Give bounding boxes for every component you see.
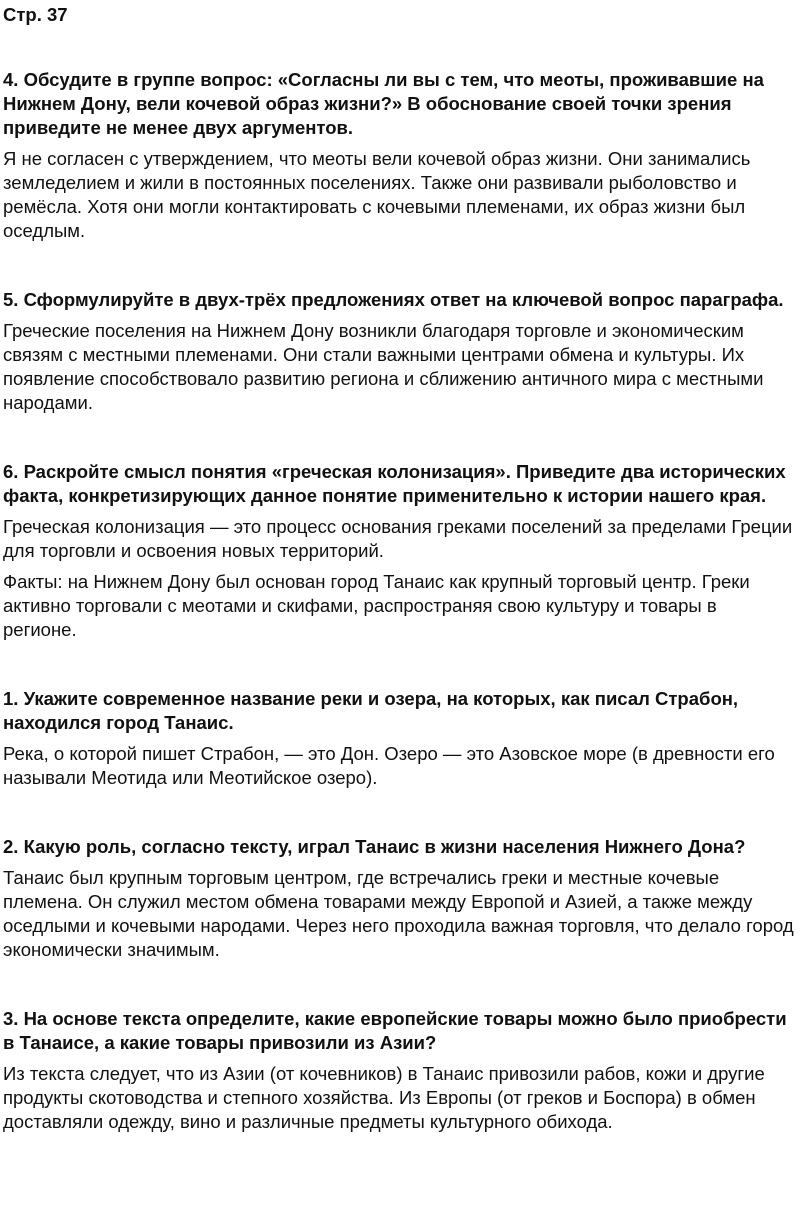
question-block-3	[3, 1007, 794, 1134]
question-block-6	[3, 460, 794, 642]
page-number: Стр. 37	[3, 4, 68, 25]
answer-text: Танаис был крупным торговым центром, где встречались греки и местные кочевые племена. Он служил местом обмена товарами между Европой и Азией, а также между оседлыми и кочевыми народами. Через него проходила важная торговля, что делало город экономически значимым.	[3, 867, 794, 960]
question-text: 3. На основе текста определите, какие европейские товары можно было приобрести в Танаисе, а какие товары привозили из Азии?	[3, 1008, 787, 1053]
answer-text: Греческие поселения на Нижнем Дону возникли благодаря торговле и экономическим связям с местными племенами. Они стали важными центрами обмена и культуры. Их появление способствовало развитию региона и сближению античного мира с местными народами.	[3, 320, 764, 413]
answer-text: Из текста следует, что из Азии (от кочевников) в Танаис привозили рабов, кожи и другие продукты скотоводства и степного хозяйства. Из Европы (от греков и Боспора) в обмен доставляли одежду, вино и различные предметы культурного обихода.	[3, 1063, 765, 1132]
answer-text: Греческая колонизация — это процесс основания греками поселений за пределами Греции для торговли и освоения новых территорий.	[3, 516, 793, 561]
question-text: 6. Раскройте смысл понятия «греческая колонизация». Приведите два исторических факта, конкретизирующих данное понятие применительно к истории нашего края.	[3, 461, 786, 506]
answer-text: Факты: на Нижнем Дону был основан город Танаис как крупный торговый центр. Греки активно торговали с меотами и скифами, распространяя свою культуру и товары в регионе.	[3, 571, 750, 640]
question-text: 1. Укажите современное название реки и озера, на которых, как писал Страбон, находился город Танаис.	[3, 688, 739, 733]
question-block-5	[3, 288, 794, 415]
question-block-2	[3, 835, 794, 962]
answer-text: Река, о которой пишет Страбон, — это Дон. Озеро — это Азовское море (в древности его называли Меотида или Меотийское озеро).	[3, 743, 775, 788]
answer-text: Я не согласен с утверждением, что меоты вели кочевой образ жизни. Они занимались земледелием и жили в постоянных поселениях. Также они развивали рыболовство и ремёсла. Хотя они могли контактировать с кочевыми племенами, их образ жизни был оседлым.	[3, 148, 751, 241]
question-text: 4. Обсудите в группе вопрос: «Согласны ли вы с тем, что меоты, проживавшие на Нижнем Дону, вели кочевой образ жизни?» В обоснование своей точки зрения приведите не менее двух аргументов.	[3, 69, 764, 138]
question-text: 2. Какую роль, согласно тексту, играл Танаис в жизни населения Нижнего Дона?	[3, 836, 746, 857]
question-block-4	[3, 68, 794, 243]
question-text: 5. Сформулируйте в двух-трёх предложениях ответ на ключевой вопрос параграфа.	[3, 289, 784, 310]
question-block-1	[3, 687, 794, 790]
